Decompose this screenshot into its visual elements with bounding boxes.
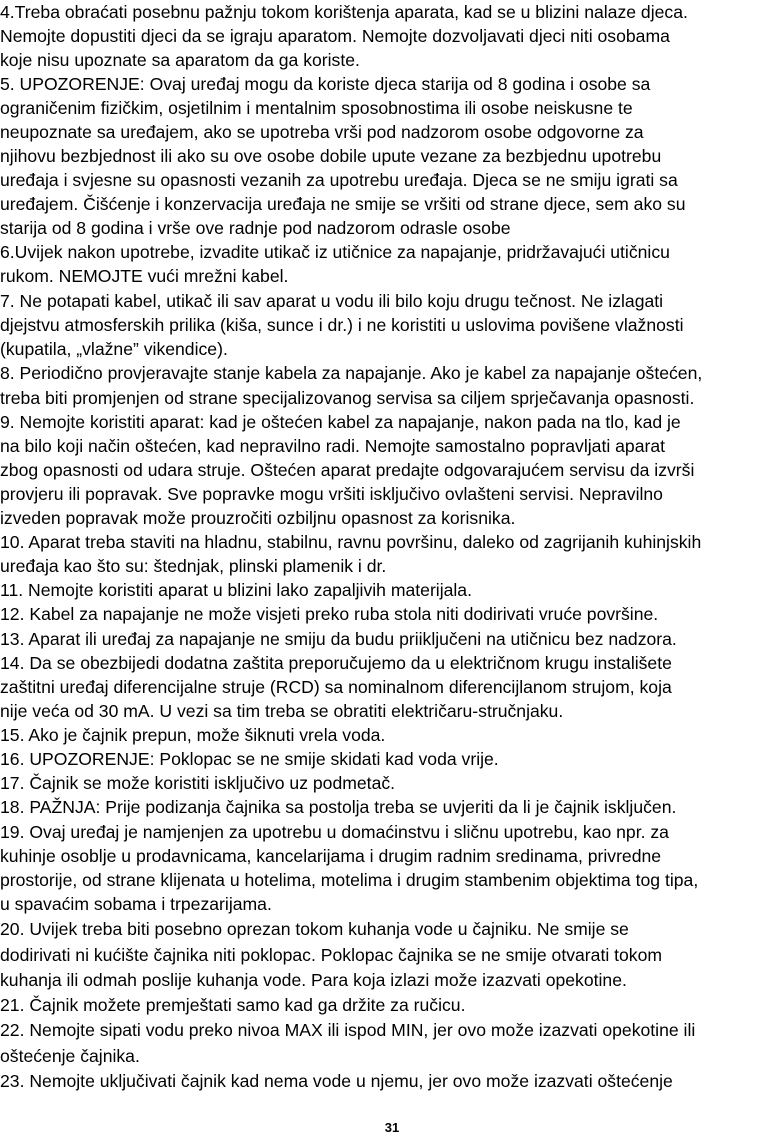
text-line: u spavaćim sobama i trpezarijama. xyxy=(0,894,272,914)
text-line: zaštitni uređaj diferencijalne struje (RCD) sa nominalnom diferencijlanom strujom, koja xyxy=(0,677,672,697)
text-line: 11. Nemojte koristiti aparat u blizini lako zapaljivih materijala. xyxy=(0,580,472,600)
text-line: provjeru ili popravak. Sve popravke mogu vršiti isključivo ovlašteni servisi. Nepravilno xyxy=(0,484,663,504)
text-line: 7. Ne potapati kabel, utikač ili sav aparat u vodu ili bilo koju drugu tečnost. Ne izlagati xyxy=(0,291,664,311)
text-line: 21. Čajnik možete premještati samo kad ga držite za ručicu. xyxy=(0,995,466,1015)
text-line: izveden popravak može prouzročiti ozbiljnu opasnost za korisnika. xyxy=(0,508,516,528)
text-line: prostorije, od strane klijenata u hotelima, motelima i drugim stambenim objektima tog tipa, xyxy=(0,870,699,890)
text-line: 10. Aparat treba staviti na hladnu, stabilnu, ravnu površinu, daleko od zagrijanih kuhinjskih xyxy=(0,532,702,552)
text-line: na bilo koji način oštećen, kad nepravilno radi. Nemojte samostalno popravljati aparat xyxy=(0,436,666,456)
text-line: zbog opasnosti od udara struje. Oštećen aparat predajte odgovarajućem servisu da izvrši xyxy=(0,460,695,480)
text-line: 4.Treba obraćati posebnu pažnju tokom korištenja aparata, kad se u blizini nalaze djeca. xyxy=(0,2,688,22)
text-line: 22. Nemojte sipati vodu preko nivoa MAX ili ispod MIN, jer ovo može izazvati opekotine ili xyxy=(0,1020,696,1040)
text-line: njihovu bezbjednost ili ako su ove osobe dobile upute vezane za bezbjednu upotrebu xyxy=(0,146,662,166)
text-line: neupoznate sa uređajem, ako se upotreba vrši pod nadzorom osobe odgovorne za xyxy=(0,122,644,142)
text-line: dodirivati ni kućište čajnika niti poklopac. Poklopac čajnika se ne smije otvarati tokom xyxy=(0,945,663,965)
text-line: kuhanja ili odmah poslije kuhanja vode. Para koja izlazi može izazvati opekotine. xyxy=(0,970,627,990)
text-line: 19. Ovaj uređaj je namjenjen za upotrebu u domaćinstvu i sličnu upotrebu, kao npr. za xyxy=(0,822,669,842)
text-line: 9. Nemojte koristiti aparat: kad je oštećen kabel za napajanje, nakon pada na tlo, kad je xyxy=(0,412,681,432)
text-line: 15. Ako je čajnik prepun, može šiknuti vrela voda. xyxy=(0,725,386,745)
text-line: starija od 8 godina i vrše ove radnje pod nadzorom odrasle osobe xyxy=(0,218,511,238)
text-line: 12. Kabel za napajanje ne može visjeti preko ruba stola niti dodirivati vruće površine. xyxy=(0,604,659,624)
text-line: treba biti promjenjen od strane specijalizovanog servisa sa ciljem sprječavanja opasnosti. xyxy=(0,388,695,408)
text-line: koje nisu upoznate sa aparatom da ga koriste. xyxy=(0,50,360,70)
text-line: 5. UPOZORENJE: Ovaj uređaj mogu da koriste djeca starija od 8 godina i osobe sa xyxy=(0,74,651,94)
text-line: 23. Nemojte uključivati čajnik kad nema vode u njemu, jer ovo može izazvati oštećenje xyxy=(0,1071,673,1091)
text-line: djejstvu atmosferskih prilika (kiša, sunce i dr.) i ne koristiti u uslovima povišene vlažnosti xyxy=(0,315,684,335)
text-line: 18. PAŽNJA: Prije podizanja čajnika sa postolja treba se uvjeriti da li je čajnik isključen. xyxy=(0,797,677,817)
text-line: uređaja kao što su: štednjak, plinski plamenik i dr. xyxy=(0,556,387,576)
text-line: ograničenim fizičkim, osjetilnim i mentalnim sposobnostima ili osobe neiskusne te xyxy=(0,98,633,118)
text-line: kuhinje osoblje u prodavnicama, kancelarijama i drugim radnim sredinama, privredne xyxy=(0,846,662,866)
text-line: 14. Da se obezbijedi dodatna zaštita preporučujemo da u električnom krugu instališete xyxy=(0,653,672,673)
text-line: 13. Aparat ili uređaj za napajanje ne smiju da budu priiključeni na utičnicu bez nadzora. xyxy=(0,629,677,649)
text-line: rukom. NEMOJTE vući mrežni kabel. xyxy=(0,266,289,286)
text-line: 8. Periodično provjeravajte stanje kabela za napajanje. Ako je kabel za napajanje oštećen, xyxy=(0,363,703,383)
text-line: 6.Uvijek nakon upotrebe, izvadite utikač iz utičnice za napajanje, pridržavajući utičnicu xyxy=(0,242,670,262)
text-line: (kupatila, „vlažne” vikendice). xyxy=(0,339,228,359)
text-line: uređajem. Čišćenje i konzervacija uređaja ne smije se vršiti od strane djece, sem ako su xyxy=(0,194,686,214)
text-line: uređaja i svjesne su opasnosti vezanih za upotrebu uređaja. Djeca se ne smiju igrati sa xyxy=(0,170,678,190)
text-line: 16. UPOZORENJE: Poklopac se ne smije skidati kad voda vrije. xyxy=(0,749,499,769)
page-number: 31 xyxy=(384,1120,400,1135)
text-line: nije veća od 30 mA. U vezi sa tim treba se obratiti električaru-stručnjaku. xyxy=(0,701,564,721)
text-line: Nemojte dopustiti djeci da se igraju aparatom. Nemojte dozvoljavati djeci niti osobama xyxy=(0,26,670,46)
text-line: 17. Čajnik se može koristiti isključivo uz podmetač. xyxy=(0,773,396,793)
text-line: 20. Uvijek treba biti posebno oprezan tokom kuhanja vode u čajniku. Ne smije se xyxy=(0,919,629,939)
text-line: oštećenje čajnika. xyxy=(0,1046,140,1066)
